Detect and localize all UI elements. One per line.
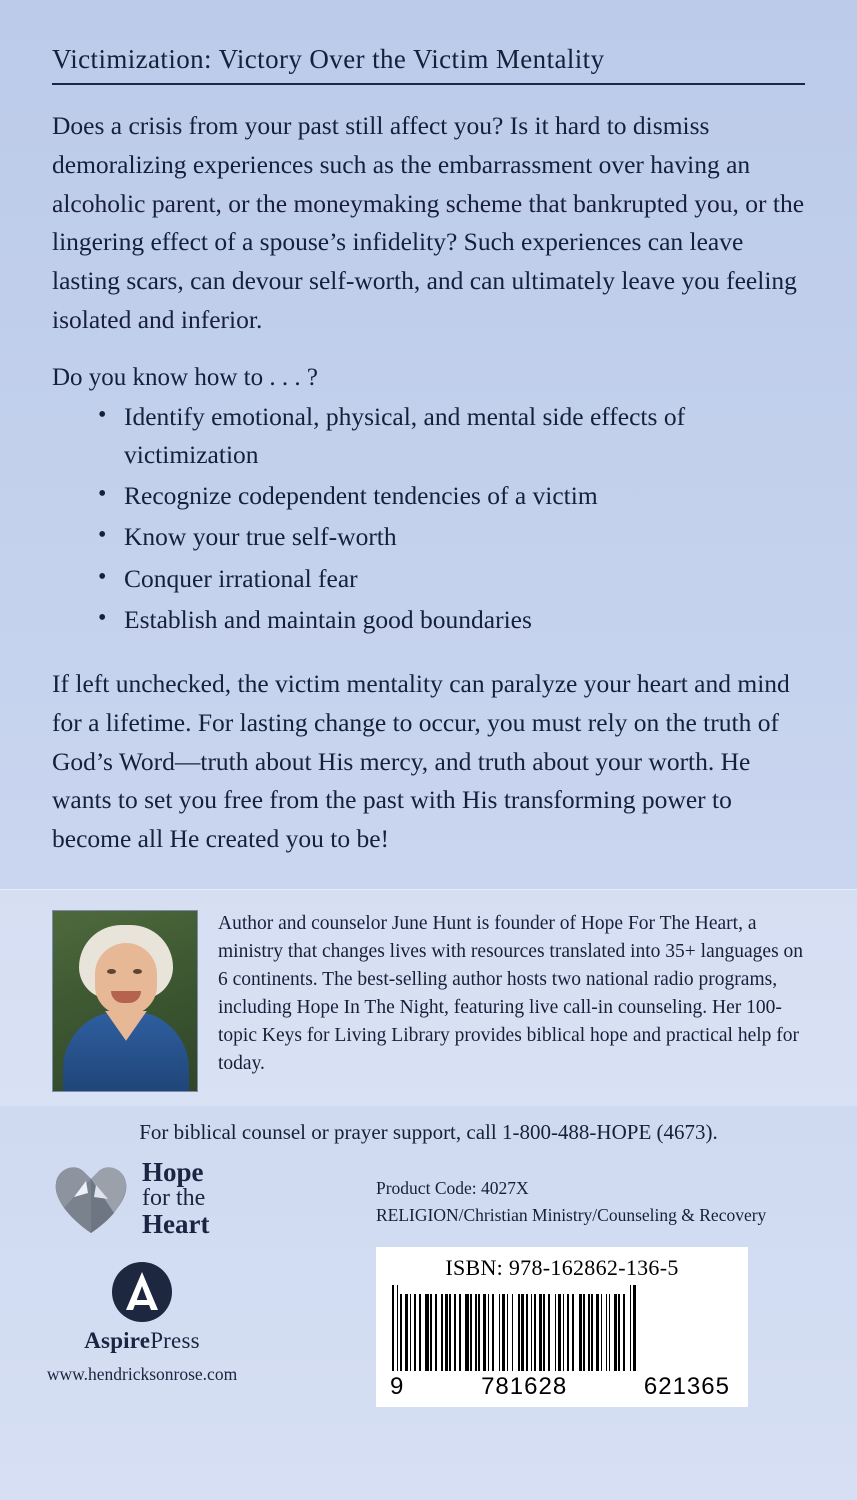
author-photo [52,910,198,1092]
benefits-list [52,398,805,640]
list-item: • Know your true self-worth [98,518,805,556]
footer-section [0,1155,857,1500]
list-item: • Identify emotional, physical, and mental side effects of victimization [98,398,805,475]
hope-logo-line3: Heart [142,1208,210,1239]
author-photo-face [95,943,157,1015]
closing-paragraph: If left unchecked, the victim mentality can paralyze your heart and mind for a lifetime. For lasting change to occur, you must rely on the truth of God’s Word—truth about His mercy, and truth about your worth. He wants to set you free from the past with His transforming power to become all He created you to be! [52,669,790,853]
list-item: • Conquer irrational fear [98,560,805,598]
question-subheading: Do you know how to . . . ? [52,363,318,391]
hope-logo-line2: for the [142,1185,206,1212]
barcode-image [386,1285,738,1371]
hope-logo-line1: Hope [142,1156,204,1187]
intro-paragraph: Does a crisis from your past still affect you? Is it hard to dismiss demoralizing experiences such as the embarrassment over having an alcoholic parent, or the moneymaking scheme that bankrupted you, or the lingering effect of a spouse’s infidelity? Such experiences can leave lasting scars, can devour self-worth, and can ultimately leave you feeling isolated and inferior. [52,111,805,334]
aspire-word-prefix: Aspire [84,1328,151,1354]
list-item: • Recognize codependent tendencies of a victim [98,477,805,515]
product-info-block [376,1159,827,1407]
list-item: • Establish and maintain good boundaries [98,601,805,639]
barcode-left-digit: 9 [390,1373,405,1400]
heart-icon [52,1163,130,1235]
page-title [52,44,805,83]
author-bio-text: Author and counselor June Hunt is founder of Hope For The Heart, a ministry that changes lives with resources translated into 35+ languages on 6 continents. The best-selling author hosts two national radio programs, including Hope In The Night, featuring live call-in counseling. Her 100-topic Keys for Living Library provides biblical hope and practical help for today. [218,912,804,1075]
page-title-text: Victimization: Victory Over the Victim Mentality [52,44,605,74]
barcode-group-2: 621365 [643,1373,730,1400]
aspire-word-suffix: Press [150,1328,200,1354]
aspire-press-logo [46,1260,238,1385]
aspire-a-icon [110,1260,174,1324]
isbn-number: ISBN: 978-162862-136-5 [445,1255,679,1280]
author-photo-eye-right [133,969,142,974]
barcode-digits [386,1371,738,1401]
hope-logo-wordmark [142,1156,210,1239]
hope-for-the-heart-logo [52,1156,210,1239]
author-photo-eye-left [107,969,116,974]
title-divider [52,83,805,85]
product-code: Product Code: 4027X [376,1177,529,1198]
publisher-website[interactable]: www.hendricksonrose.com [46,1364,238,1385]
publisher-block [46,1156,352,1386]
isbn-barcode-box [376,1247,748,1407]
support-phone-line: For biblical counsel or prayer support, call 1-800-488-HOPE (4673). [139,1119,718,1144]
author-bio-band [0,889,857,1106]
barcode-group-1: 781628 [481,1373,568,1400]
product-category: RELIGION/Christian Ministry/Counseling & Recovery [376,1204,767,1225]
aspire-press-wordmark [84,1328,200,1354]
